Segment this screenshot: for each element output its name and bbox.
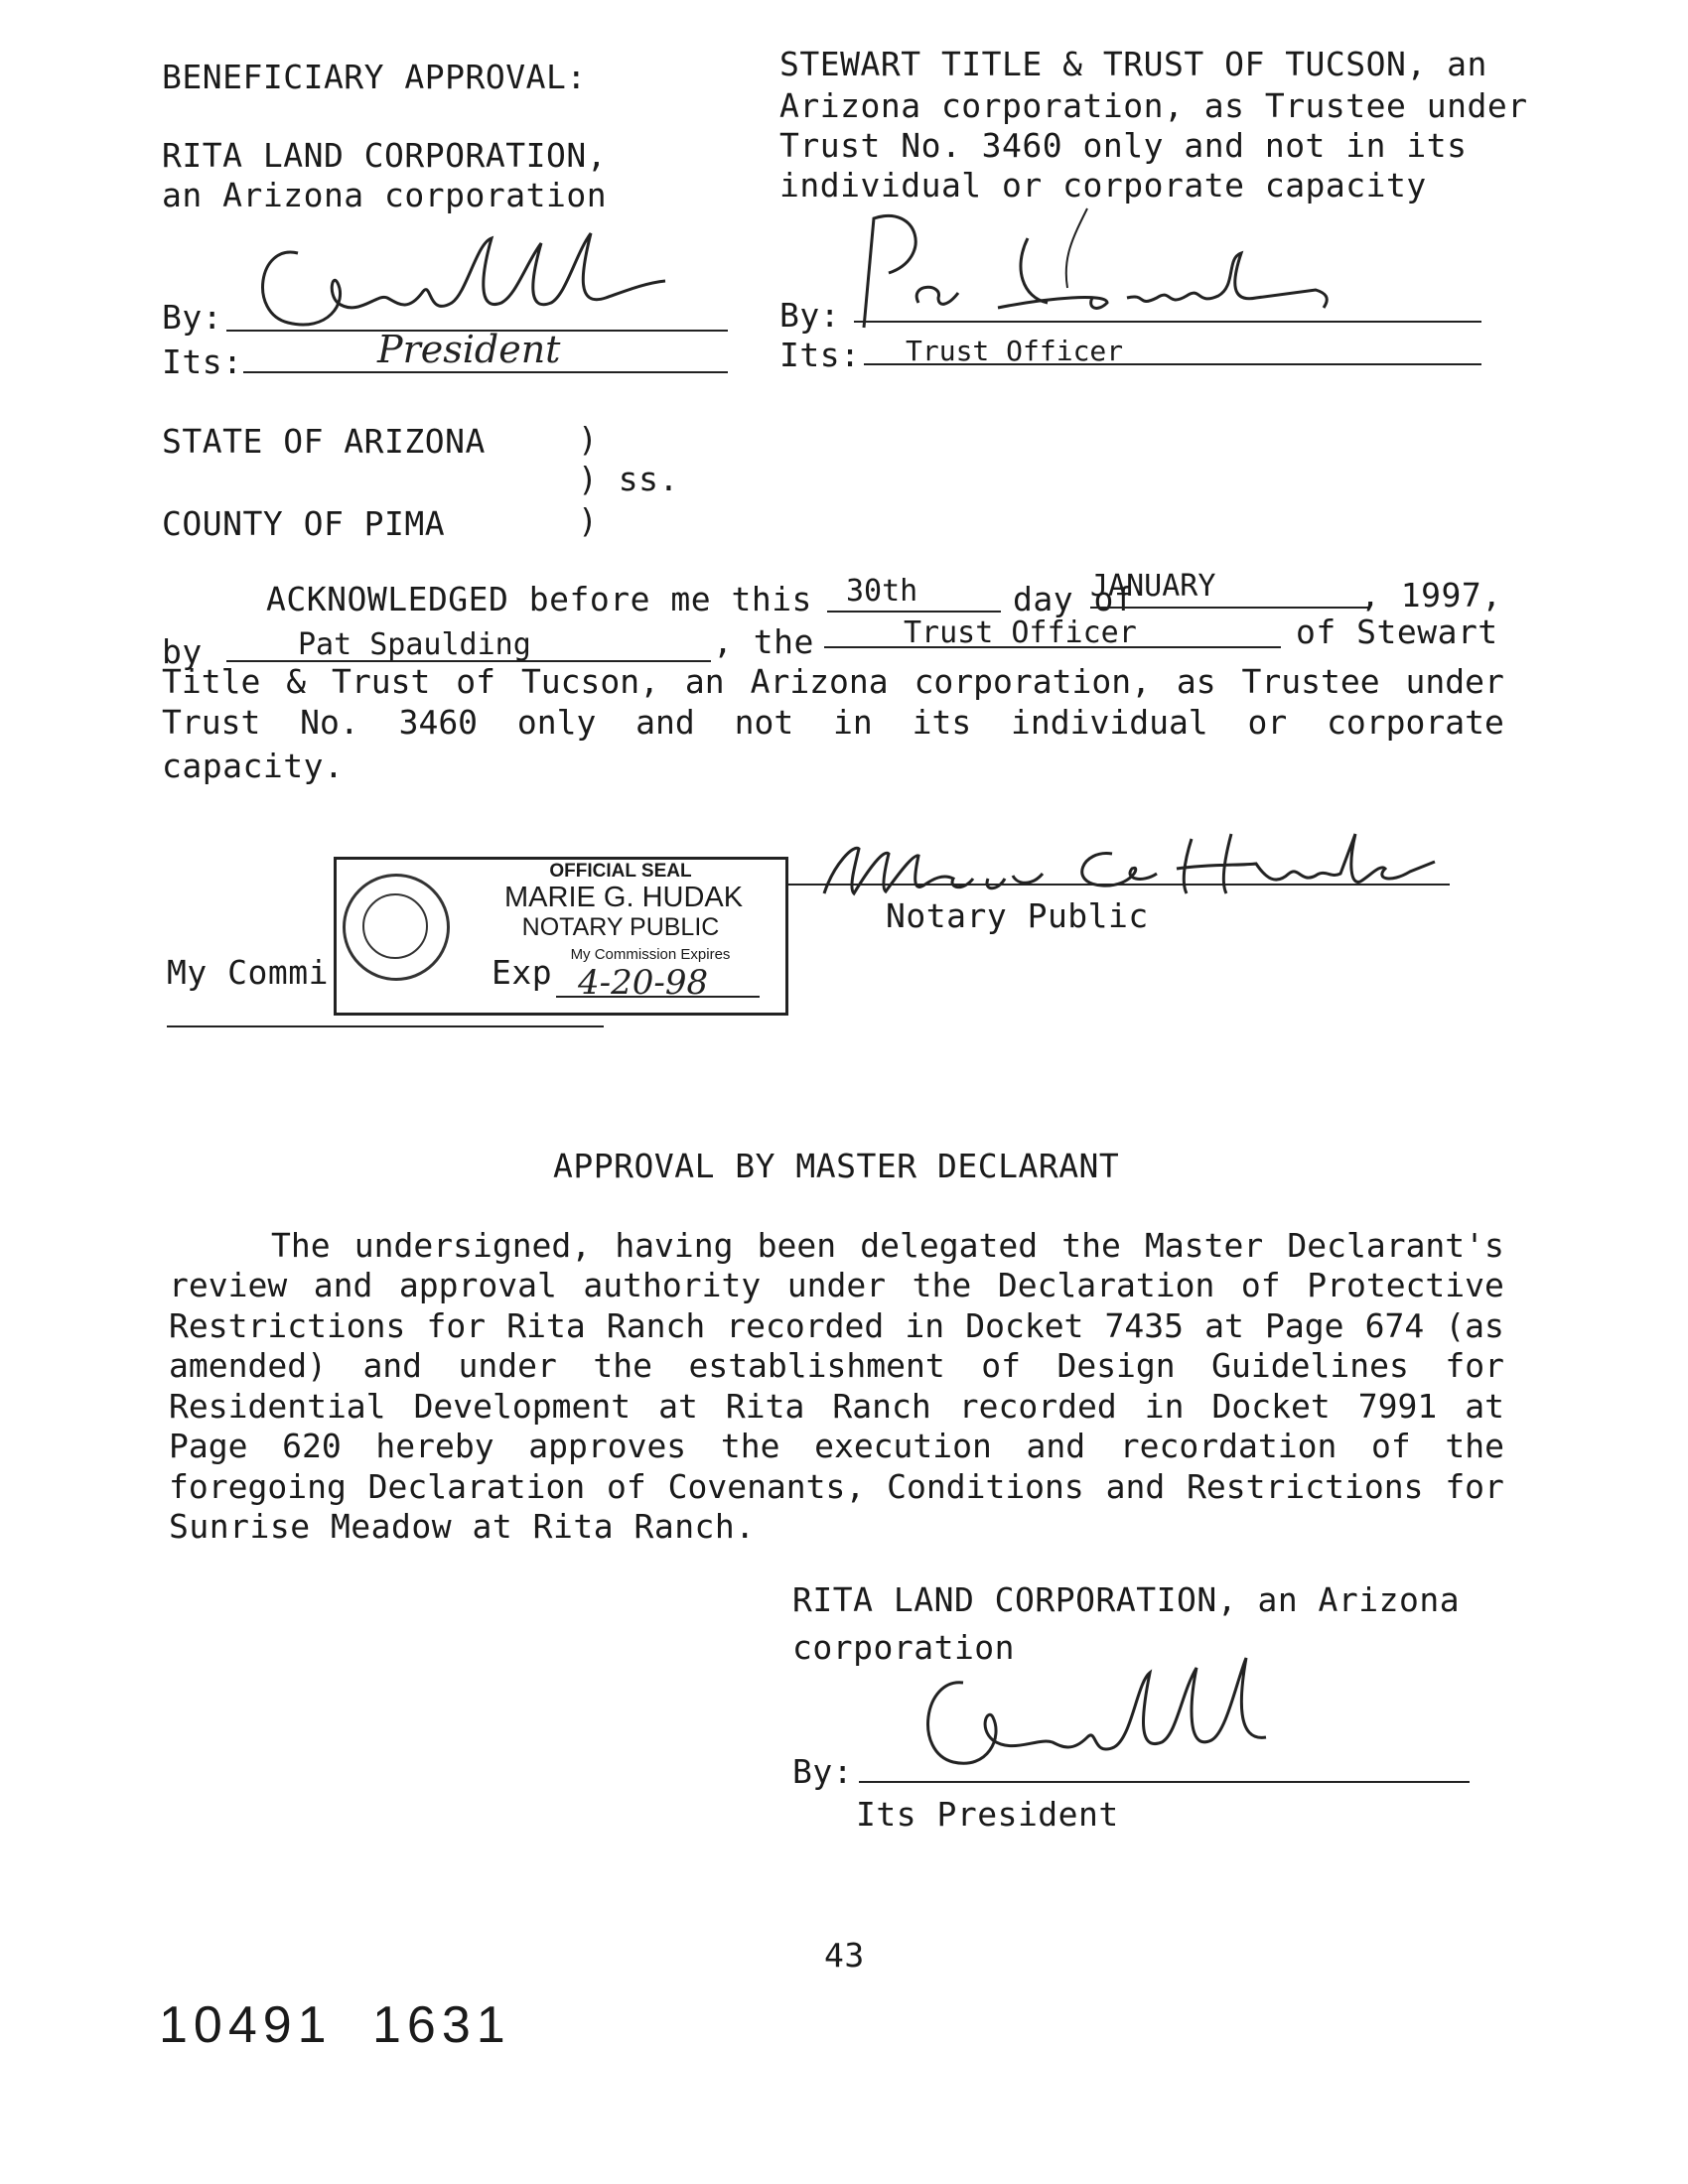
word: the xyxy=(593,1346,652,1385)
master-line-6 xyxy=(169,1427,1504,1466)
ack-month: JANUARY xyxy=(1090,569,1216,604)
word: under xyxy=(458,1346,557,1385)
ack-title: Trust Officer xyxy=(904,615,1137,650)
word: 7435 xyxy=(1104,1306,1185,1345)
word: undersigned, xyxy=(353,1226,592,1265)
word: as xyxy=(1176,662,1216,701)
seal-expires: My Commission Expires xyxy=(570,946,731,963)
word: establishment xyxy=(688,1346,945,1385)
word: recorded xyxy=(726,1306,885,1345)
trustee-its-value: Trust Officer xyxy=(906,335,1124,367)
seal-name: MARIE G. HUDAK xyxy=(504,882,744,913)
word: corporation, xyxy=(914,662,1151,701)
word: Trust xyxy=(332,662,431,701)
word: Docket xyxy=(1211,1387,1331,1426)
ack-day-line xyxy=(827,611,1001,613)
master-line-2 xyxy=(169,1266,1504,1305)
venue-paren-3: ) xyxy=(578,501,599,540)
word: 3460 xyxy=(398,703,479,742)
word: Declaration xyxy=(367,1467,586,1506)
notary-label: Notary Public xyxy=(886,896,1149,935)
word: Guidelines xyxy=(1211,1346,1409,1385)
word: in xyxy=(1144,1387,1185,1426)
word: The xyxy=(271,1226,331,1265)
word: in xyxy=(833,703,873,742)
ack-day-of: day of xyxy=(1013,580,1135,618)
word: Tucson, xyxy=(520,662,660,701)
word: Protective xyxy=(1307,1266,1504,1304)
word: been xyxy=(757,1226,837,1265)
master-heading: APPROVAL BY MASTER DECLARANT xyxy=(553,1147,1120,1185)
venue-paren-ss: ) ss. xyxy=(578,460,679,498)
word: Ranch xyxy=(606,1306,706,1345)
master-line-1 xyxy=(271,1226,1504,1266)
word: and xyxy=(313,1266,373,1304)
ack-name: Pat Spaulding xyxy=(298,627,531,662)
word: of xyxy=(981,1346,1021,1385)
word: Master xyxy=(1145,1226,1264,1265)
word: at xyxy=(658,1387,698,1426)
venue-state: STATE OF ARIZONA xyxy=(162,422,486,461)
venue-paren-1: ) xyxy=(578,420,599,459)
word: for xyxy=(1445,1467,1504,1506)
beneficiary-its-label: Its: xyxy=(162,342,243,381)
word: Covenants, xyxy=(667,1467,866,1506)
word: Restrictions xyxy=(1187,1467,1424,1506)
word: Docket xyxy=(965,1306,1084,1345)
word: at xyxy=(1465,1387,1504,1426)
ack-the: , the xyxy=(713,622,814,661)
word: Rita xyxy=(506,1306,586,1345)
word: under xyxy=(1405,662,1504,701)
word: of xyxy=(607,1467,646,1506)
word: Conditions xyxy=(887,1467,1084,1506)
ack-year: , 1997, xyxy=(1360,576,1502,614)
word: Page xyxy=(169,1427,248,1465)
beneficiary-heading: BENEFICIARY APPROVAL: xyxy=(162,58,587,96)
word: only xyxy=(516,703,597,742)
word: having xyxy=(615,1226,734,1265)
commission-label-a: My Commi xyxy=(167,953,329,992)
word: Ranch xyxy=(832,1387,931,1426)
word: the xyxy=(1445,1427,1504,1465)
word: at xyxy=(1204,1306,1244,1345)
master-company-type: corporation xyxy=(792,1628,1016,1667)
master-signature xyxy=(894,1643,1331,1792)
seal-title: OFFICIAL SEAL xyxy=(549,861,692,882)
word: and xyxy=(1026,1427,1086,1465)
notary-seal-inner-icon xyxy=(362,893,428,959)
page-number: 43 xyxy=(824,1936,865,1975)
word: of xyxy=(1370,1427,1411,1465)
ack-line-5: capacity. xyxy=(162,747,345,785)
trustee-its-label: Its: xyxy=(779,336,861,374)
trustee-line-3: Trust No. 3460 only and not in its xyxy=(779,126,1468,165)
commission-label-b: Exp xyxy=(492,953,553,992)
word: not xyxy=(734,703,794,742)
commission-line xyxy=(167,1025,604,1027)
word: individual xyxy=(1011,703,1208,742)
word: foregoing xyxy=(169,1467,347,1506)
word: authority xyxy=(583,1266,762,1304)
master-its-label: Its President xyxy=(856,1795,1119,1834)
word: Trust xyxy=(162,703,261,742)
word: and xyxy=(1105,1467,1166,1506)
word: the xyxy=(1061,1226,1121,1265)
word: approves xyxy=(528,1427,687,1465)
word: an xyxy=(684,662,725,701)
docket-number: 10491 xyxy=(159,1996,333,2054)
trustee-by-label: By: xyxy=(779,296,841,335)
master-line-4 xyxy=(169,1346,1504,1386)
beneficiary-company-name: RITA LAND CORPORATION, xyxy=(162,136,608,175)
master-line-8: Sunrise Meadow at Rita Ranch. xyxy=(169,1507,756,1546)
word: Restrictions xyxy=(169,1306,406,1345)
word: delegated xyxy=(860,1226,1039,1265)
word: the xyxy=(912,1266,972,1304)
word: of xyxy=(1240,1266,1281,1304)
master-line-7 xyxy=(169,1467,1504,1507)
beneficiary-signature xyxy=(238,223,675,342)
word: and xyxy=(362,1346,423,1385)
word: 7991 xyxy=(1357,1387,1438,1426)
master-line-3 xyxy=(169,1306,1504,1346)
word: recordation xyxy=(1119,1427,1337,1465)
word: recorded xyxy=(958,1387,1117,1426)
word: for xyxy=(1445,1346,1504,1385)
word: & xyxy=(286,662,307,701)
seal-date-line xyxy=(556,996,760,998)
word: No. xyxy=(300,703,359,742)
ack-month-line xyxy=(1090,607,1370,609)
word: Residential xyxy=(169,1387,386,1426)
word: approval xyxy=(398,1266,557,1304)
word: (as xyxy=(1445,1306,1504,1345)
venue-county: COUNTY OF PIMA xyxy=(162,504,446,543)
ack-of-stewart: of Stewart xyxy=(1296,613,1498,651)
master-company-name: RITA LAND CORPORATION, an Arizona xyxy=(792,1580,1461,1619)
word: Arizona xyxy=(750,662,889,701)
trustee-by-line xyxy=(854,321,1481,323)
word: 620 xyxy=(282,1427,342,1465)
master-by-label: By: xyxy=(792,1752,854,1791)
seal-date: 4-20-98 xyxy=(578,963,709,1003)
word: the xyxy=(720,1427,780,1465)
word: Trustee xyxy=(1241,662,1380,701)
ack-day: 30th xyxy=(846,574,918,609)
notary-signature-line xyxy=(786,884,1450,886)
ack-line-4 xyxy=(162,703,1504,743)
beneficiary-by-label: By: xyxy=(162,298,223,337)
ack-line-3 xyxy=(162,662,1504,702)
trustee-line-4: individual or corporate capacity xyxy=(779,166,1427,205)
word: Design xyxy=(1056,1346,1176,1385)
ack-intro: ACKNOWLEDGED before me this xyxy=(266,580,812,618)
word: execution xyxy=(814,1427,992,1465)
master-by-line xyxy=(859,1781,1470,1783)
word: corporate xyxy=(1327,703,1504,742)
beneficiary-its-line xyxy=(243,371,728,373)
word: for xyxy=(426,1306,487,1345)
ack-by: by xyxy=(162,632,203,671)
master-line-5 xyxy=(169,1387,1504,1427)
beneficiary-company-type: an Arizona corporation xyxy=(162,176,608,214)
trustee-line-2: Arizona corporation, as Trustee under xyxy=(779,86,1528,125)
word: under xyxy=(786,1266,887,1304)
word: and xyxy=(635,703,695,742)
word: of xyxy=(456,662,496,701)
word: Declaration xyxy=(997,1266,1215,1304)
word: Development xyxy=(413,1387,632,1426)
word: or xyxy=(1247,703,1288,742)
word: amended) xyxy=(169,1346,327,1385)
word: Page xyxy=(1265,1306,1344,1345)
word: Rita xyxy=(725,1387,805,1426)
word: review xyxy=(169,1266,288,1304)
word: its xyxy=(912,703,972,742)
word: hereby xyxy=(375,1427,494,1465)
word: Title xyxy=(162,662,261,701)
beneficiary-its-handwritten: President xyxy=(377,328,561,371)
seal-role: NOTARY PUBLIC xyxy=(521,913,720,941)
word: 674 xyxy=(1364,1306,1425,1345)
trustee-line-1: STEWART TITLE & TRUST OF TUCSON, an xyxy=(779,45,1487,83)
word: Declarant's xyxy=(1287,1226,1504,1265)
word: in xyxy=(905,1306,945,1345)
docket-page: 1631 xyxy=(372,1996,511,2054)
